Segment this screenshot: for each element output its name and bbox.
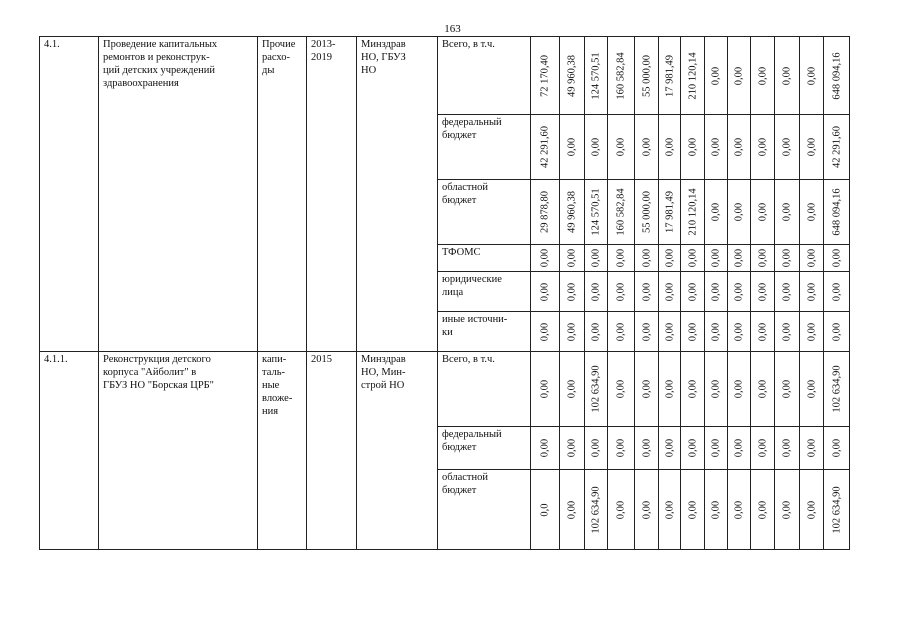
amount-value: 0,00 [539,379,551,399]
amount-cell [560,312,585,352]
amount-cell [659,470,681,550]
amount-value: 0,00 [539,282,551,301]
amount-cell [608,352,635,427]
amount-value: 0,00 [831,248,842,268]
item-code: 4.1.1. [40,352,99,550]
amount-value: 0,00 [710,137,722,157]
amount-value: 0,00 [733,282,745,301]
amount-cell [728,470,751,550]
amount-value: 0,00 [781,282,793,301]
amount-cell [775,272,800,312]
amount-cell [531,245,560,272]
amount-cell [775,470,800,550]
amount-value: 0,00 [687,379,698,399]
amount-cell [800,312,824,352]
amount-value: 160 582,84 [615,51,627,100]
amount-cell [531,272,560,312]
amount-cell [705,180,728,245]
amount-cell [560,470,585,550]
amount-value: 0,00 [757,248,768,268]
amount-cell [705,115,728,180]
amount-value: 102 634,90 [831,485,842,534]
amount-cell [659,312,681,352]
amount-cell [635,312,659,352]
amount-value: 0,0 [539,502,551,517]
amount-cell [751,37,775,115]
amount-value: 0,00 [781,379,793,399]
amount-value: 0,00 [806,379,817,399]
amount-value: 0,00 [757,500,768,519]
amount-value: 49 960,38 [566,54,578,97]
amount-cell [608,427,635,470]
amount-value: 0,00 [831,282,842,301]
amount-cell [751,352,775,427]
amount-cell [635,427,659,470]
amount-cell [659,272,681,312]
amount-cell [585,245,608,272]
amount-cell [608,180,635,245]
amount-cell [824,312,850,352]
amount-cell [800,115,824,180]
amount-value: 0,00 [539,438,551,458]
amount-value: 0,00 [566,322,578,341]
item-code: 4.1. [40,37,99,352]
amount-cell [705,352,728,427]
item-executor: Минздрав НО, Мин- строй НО [357,352,438,550]
amount-cell [728,37,751,115]
amount-value: 124 570,51 [590,51,602,100]
funding-source: федеральный бюджет [438,115,531,180]
amount-cell [705,37,728,115]
amount-value: 0,00 [710,379,722,399]
amount-cell [800,245,824,272]
amount-value: 0,00 [710,202,722,222]
item-period: 2013- 2019 [307,37,357,352]
amount-cell [775,312,800,352]
funding-source: иные источни- ки [438,312,531,352]
amount-cell [608,312,635,352]
amount-cell [800,37,824,115]
amount-value: 0,00 [733,137,745,157]
amount-cell [635,115,659,180]
amount-value: 0,00 [687,137,698,157]
amount-value: 0,00 [566,438,578,458]
amount-value: 0,00 [806,282,817,301]
amount-value: 72 170,40 [539,54,551,97]
amount-cell [585,37,608,115]
amount-cell [681,37,705,115]
amount-value: 0,00 [710,282,722,301]
amount-value: 0,00 [781,66,793,85]
amount-value: 0,00 [757,379,768,399]
amount-cell [751,427,775,470]
amount-cell [560,427,585,470]
amount-value: 0,00 [590,322,602,341]
amount-value: 0,00 [806,202,817,222]
amount-value: 210 120,14 [687,188,698,236]
amount-cell [608,470,635,550]
amount-value: 0,00 [687,322,698,341]
amount-cell [824,427,850,470]
amount-value: 0,00 [566,500,578,519]
amount-cell [728,115,751,180]
amount-value: 648 094,16 [831,188,842,236]
budget-table [39,36,850,550]
amount-cell [585,470,608,550]
amount-cell [681,180,705,245]
amount-cell [751,312,775,352]
amount-cell [659,427,681,470]
amount-value: 0,00 [664,248,675,268]
amount-value: 42 291,60 [831,126,842,168]
amount-value: 0,00 [566,248,578,268]
amount-value: 124 570,51 [590,188,602,236]
amount-cell [585,312,608,352]
amount-cell [728,427,751,470]
amount-value: 0,00 [733,379,745,399]
expense-type: Прочие расхо- ды [258,37,307,352]
amount-value: 17 981,49 [664,54,675,97]
amount-value: 0,00 [615,500,627,519]
amount-cell [681,312,705,352]
amount-value: 102 634,90 [831,365,842,413]
amount-cell [681,245,705,272]
amount-value: 29 878,80 [539,191,551,233]
amount-cell [608,245,635,272]
amount-value: 0,00 [664,379,675,399]
amount-value: 0,00 [710,66,722,85]
amount-cell [800,470,824,550]
amount-cell [728,312,751,352]
amount-cell [635,272,659,312]
amount-cell [531,312,560,352]
amount-cell [681,115,705,180]
amount-cell [751,115,775,180]
expense-type: капи- таль- ные вложе- ния [258,352,307,550]
amount-value: 0,00 [710,438,722,458]
table-row [40,352,850,427]
amount-cell [659,245,681,272]
amount-value: 0,00 [566,379,578,399]
amount-value: 0,00 [590,282,602,301]
amount-value: 210 120,14 [687,51,698,100]
amount-cell [824,470,850,550]
amount-value: 17 981,49 [664,191,675,233]
amount-cell [705,427,728,470]
amount-value: 0,00 [615,379,627,399]
amount-value: 0,00 [781,438,793,458]
amount-value: 0,00 [781,137,793,157]
amount-cell [728,180,751,245]
amount-value: 0,00 [615,322,627,341]
funding-source: областной бюджет [438,470,531,550]
amount-cell [560,180,585,245]
amount-value: 0,00 [757,137,768,157]
amount-value: 0,00 [687,248,698,268]
amount-value: 0,00 [710,500,722,519]
amount-cell [585,180,608,245]
amount-cell [800,272,824,312]
amount-value: 0,00 [757,438,768,458]
amount-value: 0,00 [806,66,817,85]
amount-value: 0,00 [781,248,793,268]
amount-value: 0,00 [615,282,627,301]
amount-value: 102 634,90 [590,485,602,534]
amount-cell [608,37,635,115]
amount-cell [824,37,850,115]
amount-cell [824,115,850,180]
amount-cell [775,180,800,245]
amount-cell [585,115,608,180]
amount-value: 0,00 [806,248,817,268]
amount-cell [800,180,824,245]
amount-cell [824,245,850,272]
amount-value: 0,00 [733,322,745,341]
amount-cell [751,245,775,272]
amount-cell [635,180,659,245]
amount-cell [560,115,585,180]
amount-cell [775,352,800,427]
amount-cell [705,245,728,272]
amount-cell [659,115,681,180]
amount-value: 0,00 [590,137,602,157]
amount-cell [824,352,850,427]
amount-cell [824,272,850,312]
amount-value: 0,00 [590,248,602,268]
amount-cell [560,352,585,427]
amount-value: 0,00 [566,137,578,157]
amount-cell [751,272,775,312]
amount-value: 0,00 [615,137,627,157]
amount-cell [531,115,560,180]
amount-value: 0,00 [641,500,652,519]
amount-cell [705,272,728,312]
amount-cell [585,272,608,312]
amount-value: 0,00 [641,248,652,268]
amount-cell [751,470,775,550]
amount-cell [681,352,705,427]
amount-value: 0,00 [757,202,768,222]
item-executor: Минздрав НО, ГБУЗ НО [357,37,438,352]
amount-cell [531,427,560,470]
amount-cell [560,272,585,312]
amount-value: 0,00 [641,379,652,399]
amount-cell [681,272,705,312]
amount-value: 0,00 [539,322,551,341]
amount-cell [608,272,635,312]
amount-value: 0,00 [733,202,745,222]
funding-source: Всего, в т.ч. [438,37,531,115]
amount-cell [608,115,635,180]
page-number: 163 [444,23,461,35]
amount-value: 0,00 [733,66,745,85]
amount-cell [775,245,800,272]
funding-source: областной бюджет [438,180,531,245]
amount-value: 102 634,90 [590,365,602,413]
amount-cell [585,352,608,427]
amount-cell [635,352,659,427]
amount-cell [560,245,585,272]
amount-cell [728,352,751,427]
amount-cell [705,312,728,352]
amount-value: 0,00 [687,438,698,458]
amount-value: 49 960,38 [566,191,578,233]
item-period: 2015 [307,352,357,550]
amount-cell [681,427,705,470]
amount-value: 55 000,00 [641,54,652,97]
amount-value: 42 291,60 [539,126,551,168]
amount-value: 0,00 [757,322,768,341]
amount-cell [751,180,775,245]
amount-cell [800,427,824,470]
amount-value: 0,00 [539,248,551,268]
amount-value: 0,00 [566,282,578,301]
amount-value: 648 094,16 [831,51,842,100]
amount-cell [659,37,681,115]
amount-cell [635,37,659,115]
amount-value: 0,00 [831,438,842,458]
amount-value: 55 000,00 [641,191,652,233]
amount-value: 0,00 [664,137,675,157]
amount-cell [728,245,751,272]
amount-cell [560,37,585,115]
item-name: Реконструкция детского корпуса "Айболит" в ГБУЗ НО "Борская ЦРБ" [99,352,258,550]
amount-value: 0,00 [664,282,675,301]
amount-value: 0,00 [687,282,698,301]
amount-cell [531,470,560,550]
amount-value: 0,00 [664,500,675,519]
funding-source: федеральный бюджет [438,427,531,470]
amount-value: 0,00 [641,137,652,157]
amount-value: 0,00 [757,282,768,301]
amount-value: 0,00 [806,137,817,157]
funding-source: ТФОМС [438,245,531,272]
amount-value: 0,00 [733,500,745,519]
amount-cell [681,470,705,550]
amount-value: 0,00 [806,500,817,519]
amount-cell [585,427,608,470]
amount-value: 0,00 [831,322,842,341]
amount-cell [824,180,850,245]
amount-value: 0,00 [664,322,675,341]
amount-value: 0,00 [781,322,793,341]
amount-value: 0,00 [733,248,745,268]
amount-value: 0,00 [664,438,675,458]
amount-value: 0,00 [757,66,768,85]
table-row [40,37,850,115]
amount-value: 0,00 [806,322,817,341]
amount-cell [705,470,728,550]
amount-value: 0,00 [641,438,652,458]
amount-value: 0,00 [687,500,698,519]
amount-cell [659,352,681,427]
funding-source: Всего, в т.ч. [438,352,531,427]
amount-cell [531,352,560,427]
amount-value: 0,00 [806,438,817,458]
amount-cell [659,180,681,245]
amount-cell [800,352,824,427]
amount-value: 0,00 [781,500,793,519]
funding-source: юридические лица [438,272,531,312]
amount-value: 0,00 [615,248,627,268]
amount-cell [775,115,800,180]
amount-value: 0,00 [710,248,722,268]
amount-cell [531,180,560,245]
amount-value: 0,00 [615,438,627,458]
amount-value: 0,00 [641,322,652,341]
amount-value: 0,00 [710,322,722,341]
amount-value: 160 582,84 [615,188,627,236]
amount-cell [775,427,800,470]
amount-cell [531,37,560,115]
amount-cell [635,245,659,272]
amount-value: 0,00 [590,438,602,458]
item-name: Проведение капитальных ремонтов и реконструк- ций детских учреждений здравоохранения [99,37,258,352]
amount-cell [635,470,659,550]
amount-value: 0,00 [781,202,793,222]
amount-value: 0,00 [733,438,745,458]
amount-cell [728,272,751,312]
amount-value: 0,00 [641,282,652,301]
amount-cell [775,37,800,115]
